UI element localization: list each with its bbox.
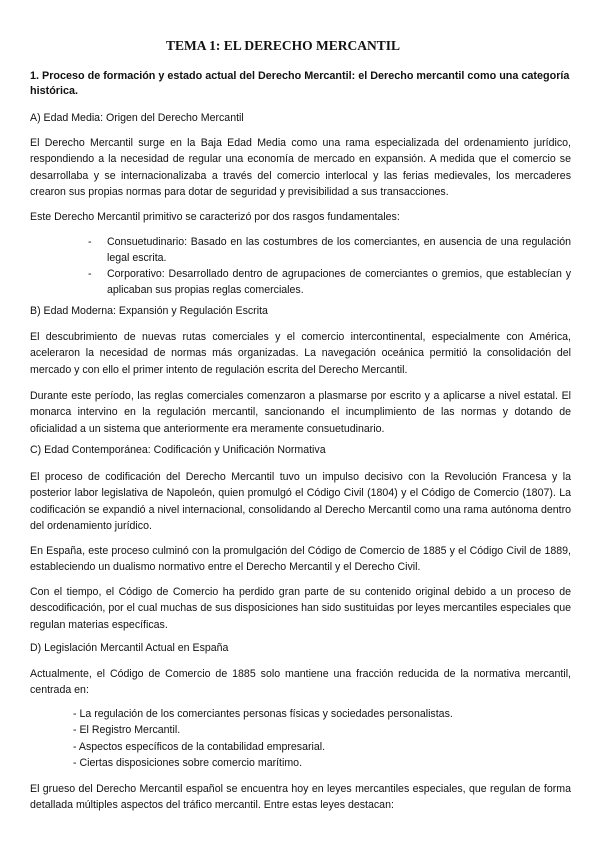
paragraph: Actualmente, el Código de Comercio de 1885 solo mantiene una fracción reducida de la normativa mercantil, centrada en: xyxy=(30,668,571,697)
list-item-text: Corporativo: Desarrollado dentro de agrupaciones de comerciantes o gremios, que establecían y aplicaban sus propias reglas comerciales. xyxy=(107,268,571,296)
paragraph: Durante este período, las reglas comerciales comenzaron a plasmarse por escrito y a aplicarse a nivel estatal. El monarca intervino en la regulación mercantil, sancionando el incumplimiento de las normas y dotando de oficialidad a un sistema que anteriormente era meramente consuetudinario. xyxy=(30,390,571,435)
dash-list xyxy=(73,706,453,771)
bullet-list xyxy=(88,234,571,298)
subsection-b-title: B) Edad Moderna: Expansión y Regulación Escrita xyxy=(30,305,268,317)
list-item-text: Consuetudinario: Basado en las costumbres de los comerciantes, en ausencia de una regulación legal escrita. xyxy=(107,236,571,264)
subsection-a-title: A) Edad Media: Origen del Derecho Mercantil xyxy=(30,112,244,124)
paragraph: El descubrimiento de nuevas rutas comerciales y el comercio intercontinental, especialmente con América, aceleraron la necesidad de normas más organizadas. La navegación oceánica permitió la consolidación del mercado y con ello el primer intento de regulación escrita del Derecho Mercantil. xyxy=(30,331,571,376)
paragraph: Este Derecho Mercantil primitivo se caracterizó por dos rasgos fundamentales: xyxy=(30,211,400,223)
dash-bullet: - xyxy=(88,236,92,248)
paragraph: El grueso del Derecho Mercantil español se encuentra hoy en leyes mercantiles especiales, que regulan de forma detallada múltiples aspectos del tráfico mercantil. Entre estas leyes destacan: xyxy=(30,783,571,812)
paragraph: En España, este proceso culminó con la promulgación del Código de Comercio de 1885 y el Código Civil de 1889, estableciendo un dualismo normativo entre el Derecho Mercantil y el Derecho Civil. xyxy=(30,545,571,574)
section-heading: 1. Proceso de formación y estado actual del Derecho Mercantil: el Derecho mercantil como una categoría histórica. xyxy=(30,70,570,97)
paragraph: El proceso de codificación del Derecho Mercantil tuvo un impulso decisivo con la Revolución Francesa y la posterior labor legislativa de Napoleón, quien promulgó el Código Civil (1804) y el Código de Comercio (1807). La codificación se expandió a nivel internacional, consolidando al Derecho Mercantil como una rama autónoma dentro del ordenamiento jurídico. xyxy=(30,471,571,532)
list-item: - Ciertas disposiciones sobre comercio marítimo. xyxy=(73,756,303,769)
list-item: - Aspectos específicos de la contabilidad empresarial. xyxy=(73,740,326,753)
subsection-c-title: C) Edad Contemporánea: Codificación y Unificación Normativa xyxy=(30,444,326,456)
paragraph: El Derecho Mercantil surge en la Baja Edad Media como una rama especializada del ordenamiento jurídico, respondiendo a la necesidad de regular una economía de mercado en expansión. A medida que el comercio se desarrollaba y se internacionalizaba a través del comercio interlocal y las ferias medievales, los mercaderes crearon sus propias normas para dotar de seguridad y previsibilidad a sus transacciones. xyxy=(30,137,571,198)
list-item xyxy=(88,266,571,298)
list-item: - La regulación de los comerciantes personas físicas y sociedades personalistas. xyxy=(73,708,453,720)
document-title: TEMA 1: EL DERECHO MERCANTIL xyxy=(165,38,401,53)
paragraph: Con el tiempo, el Código de Comercio ha perdido gran parte de su contenido original debido a un proceso de descodificación, por el cual muchas de sus disposiciones han sido sustituidas por leyes mercantiles especiales que regulan materias específicas. xyxy=(30,586,571,631)
list-item: - El Registro Mercantil. xyxy=(73,724,181,737)
subsection-d-title: D) Legislación Mercantil Actual en España xyxy=(30,642,229,654)
dash-bullet: - xyxy=(88,268,92,280)
list-item xyxy=(88,234,571,266)
